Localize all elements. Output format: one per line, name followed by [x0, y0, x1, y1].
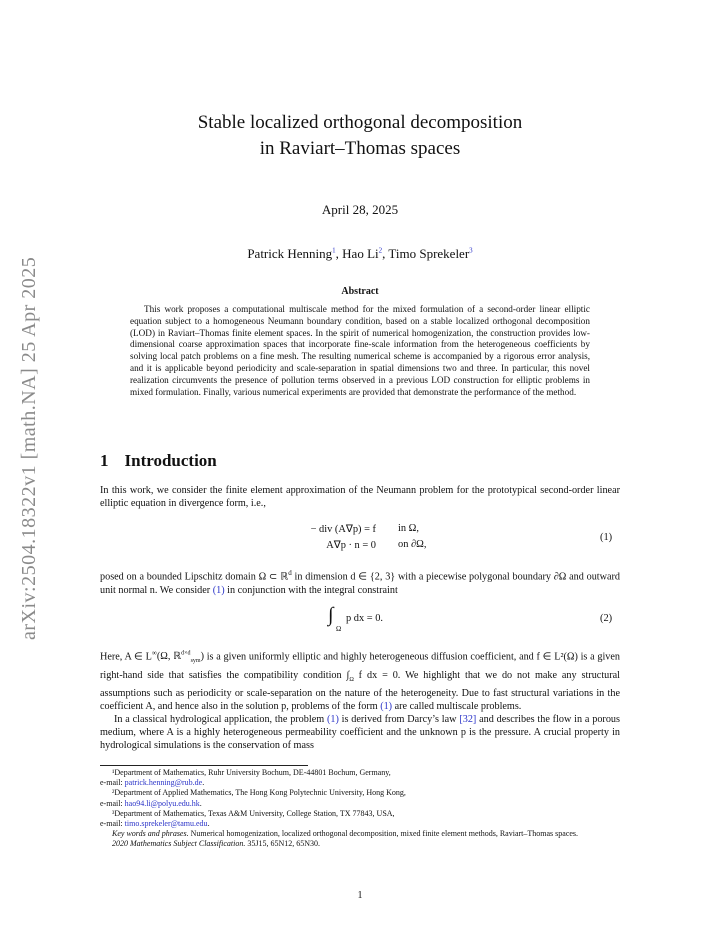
- abstract-heading: Abstract: [341, 286, 379, 297]
- footnote-affiliation: ¹Department of Mathematics, Ruhr University Bochum, DE-44801 Bochum, Germany,: [112, 768, 391, 777]
- equation-1-line-1-rhs: in Ω,: [398, 523, 419, 534]
- author-name: Timo Sprekeler: [388, 246, 470, 261]
- paper-title: [100, 110, 620, 162]
- section-title: Introduction: [124, 451, 217, 470]
- integral-sign: ∫: [328, 604, 334, 626]
- section-heading: [100, 451, 217, 471]
- author-name: Hao Li: [342, 246, 379, 261]
- author-list: Patrick Henning$^1$, Hao Li$^2$, Timo Sprekeler$^3$: [247, 246, 473, 261]
- equation-number: (1): [600, 532, 613, 543]
- title-line-2: in Raviart–Thomas spaces: [259, 138, 461, 159]
- equation-2: p dx = 0.: [346, 613, 384, 624]
- citation-link[interactable]: [32]: [459, 714, 477, 725]
- author-footnote-mark[interactable]: 1: [332, 246, 336, 255]
- paragraph: In this work, we consider the finite element approximation of the Neumann problem for the prototypical second-order linear elliptic equation in divergence form, i.e.,: [100, 485, 620, 510]
- arxiv-identifier[interactable]: arXiv:2504.18322v1 [math.NA] 25 Apr 2025: [18, 256, 40, 640]
- equation-number: (2): [600, 613, 613, 624]
- integral-subscript: Ω: [336, 625, 342, 633]
- author-footnote-mark[interactable]: 3: [469, 246, 473, 255]
- paragraph: Here, A ∈ L∞(Ω, ℝ$^{d\times d}_{sym}$) is a given uniformly elliptic and highly heterogeneous diffusion coefficient, and f ∈ L²(Ω) is a given right-hand side that satisfies the compatibility condition $\int_\Omega$ f dx = 0. We highlight that we do not make any structural assumptions such as periodicity or scale-separation on the nature of the heterogeneity. Due to fast structural variations in the coefficient A, and hence also in the solution p, problems of the form (1) are called multiscale problems.: [100, 649, 620, 713]
- author-footnote-mark[interactable]: 2: [378, 246, 383, 255]
- title-line-1: Stable localized orthogonal decomposition: [197, 112, 523, 133]
- section-number: 1: [100, 451, 109, 470]
- paragraph: posed on a bounded Lipschitz domain Ω ⊂ ℝ$^d$ in dimension d ∈ {2, 3} with a piecewise polygonal boundary ∂Ω and outward unit normal n. We consider (1) in conjunction with the integral constraint: [100, 569, 620, 596]
- email-link[interactable]: patrick.henning@rub.de: [124, 778, 203, 788]
- keywords: Key words and phrases. Numerical homogenization, localized orthogonal decomposition, mixed finite element methods, Raviart–Thomas spaces.: [112, 829, 579, 839]
- equation-1-line-2-rhs: on ∂Ω,: [398, 539, 427, 550]
- equation-1-line-2-lhs: A∇p · n = 0: [326, 540, 376, 551]
- equation-reference[interactable]: (1): [212, 584, 225, 596]
- footnotes: ¹Department of Mathematics, Ruhr University Bochum, DE-44801 Bochum, Germany, e-mail: patrick.henning@rub.de. ²Department of Applied Mathematics, The Hong Kong Polytechnic University, Hong Kong, e-mail: hao94.li@polyu.edu.hk. ³Department of Mathematics, Texas A&M University, College Station, TX 77843, USA, e-mail: timo.sprekeler@tamu.edu. Key words and phrases. Numerical homogenization, localized orthogonal decomposition, mixed finite element methods, Raviart–Thomas spaces. 2020 Mathematics Subject Classification. 35J15, 65N12, 65N30.: [100, 768, 625, 850]
- equation-reference[interactable]: (1): [326, 714, 339, 725]
- author-name: Patrick Henning: [247, 246, 333, 261]
- equation-reference[interactable]: (1): [380, 701, 393, 713]
- page-number: 1: [357, 890, 363, 901]
- msc-classification: 2020 Mathematics Subject Classification. 35J15, 65N12, 65N30.: [112, 839, 320, 849]
- paper-date: April 28, 2025: [321, 202, 399, 217]
- footnote-rule: [100, 765, 308, 766]
- email-link[interactable]: hao94.li@polyu.edu.hk: [124, 798, 200, 808]
- footnote-affiliation: ²Department of Applied Mathematics, The Hong Kong Polytechnic University, Hong Kong,: [112, 788, 406, 798]
- paragraph: In a classical hydrological application, the problem (1) is derived from Darcy’s law [32] and describes the flow in a porous medium, where A is a highly heterogeneous permeability coefficient and the unknown p is the pressure. A crucial property in hydrological simulations is the conservation of mass: [100, 714, 620, 752]
- footnote-affiliation: ³Department of Mathematics, Texas A&M University, College Station, TX 77843, USA,: [112, 808, 395, 818]
- abstract-text: This work proposes a computational multiscale method for the mixed formulation of a second-order linear elliptic equation subject to a homogeneous Neumann boundary condition, based on a stable localized orthogonal decomposition (LOD) in Raviart–Thomas finite element spaces. In the spirit of numerical homogenization, the construction provides low-dimensional coarse approximation spaces that incorporate fine-scale information from the heterogeneous coefficients by solving local patch problems on a fine mesh. The resulting numerical scheme is accompanied by a rigorous error analysis, and it is applicable beyond periodicity and scale-separation in spatial dimensions two and three. In particular, this novel realization circumvents the presence of pollution terms observed in a previous LOD construction for elliptic problems in mixed formulation. Finally, various numerical experiments are provided that demonstrate the performance of the method.: [130, 304, 590, 397]
- equation-1-line-1-lhs: − div (A∇p) = f: [310, 524, 376, 535]
- email-link[interactable]: timo.sprekeler@tamu.edu: [124, 819, 208, 829]
